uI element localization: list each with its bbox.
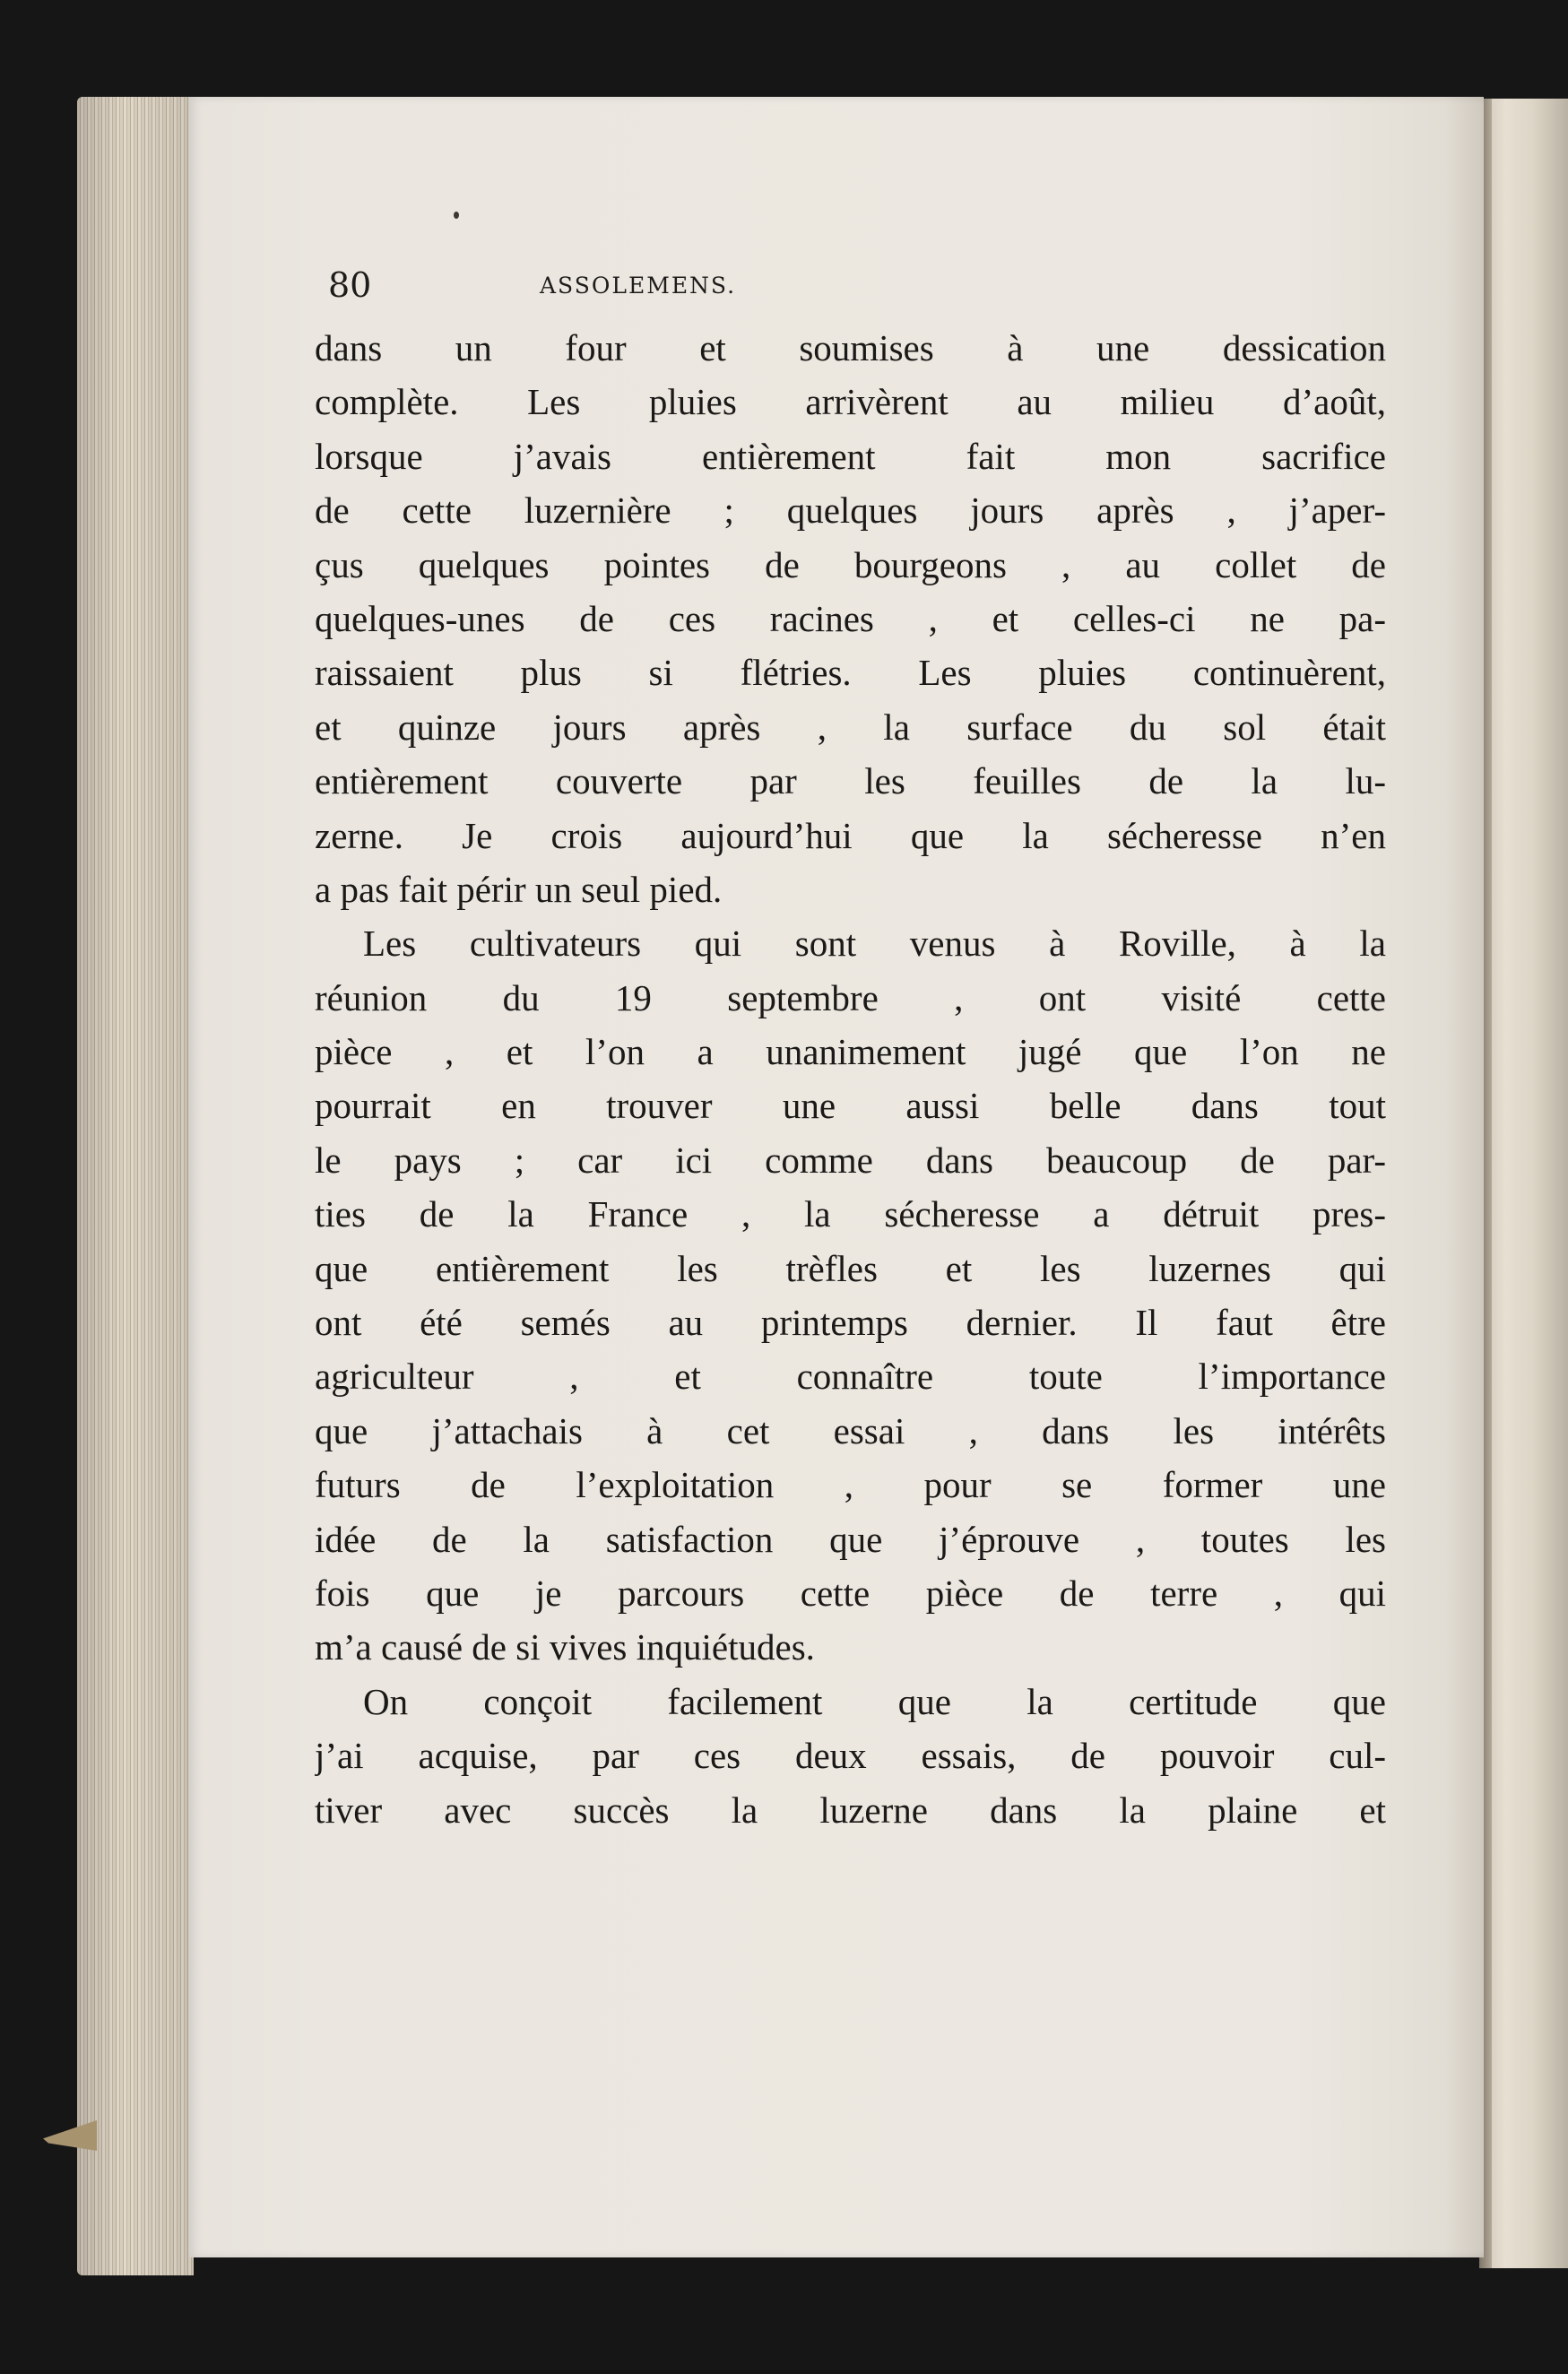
text-line: tiver avec succès la luzerne dans la plaine et	[315, 1789, 1386, 1831]
text-line: m’a causé de si vives inquiétudes.	[315, 1626, 815, 1668]
text-line: çus quelques pointes de bourgeons , au collet de	[315, 543, 1386, 585]
text-line: fois que je parcours cette pièce de terre , qui	[315, 1572, 1386, 1614]
text-line: pourrait en trouver une aussi belle dans tout	[315, 1085, 1386, 1127]
text-line: On conçoit facilement que la certitude que	[363, 1680, 1386, 1722]
next-page-edge	[1479, 99, 1568, 2268]
text-line: agriculteur , et connaître toute l’importance	[315, 1356, 1386, 1398]
text-line: lorsque j’avais entièrement fait mon sacrifice	[315, 435, 1386, 477]
page-body	[315, 321, 1386, 1837]
text-line: pièce , et l’on a unanimement jugé que l’on ne	[315, 1031, 1386, 1073]
text-line: Les cultivateurs qui sont venus à Roville, à la	[363, 923, 1386, 965]
text-line: zerne. Je crois aujourd’hui que la sécheresse n’en	[315, 814, 1386, 856]
text-line: quelques-unes de ces racines , et celles-ci ne pa-	[315, 597, 1386, 639]
text-line: entièrement couverte par les feuilles de la lu-	[315, 760, 1386, 802]
text-line: futurs de l’exploitation , pour se former une	[315, 1464, 1386, 1506]
text-line: raissaient plus si flétries. Les pluies continuèrent,	[315, 652, 1386, 694]
stacked-page-edges	[77, 97, 194, 2275]
page-number: 80	[328, 265, 372, 305]
text-line: le pays ; car ici comme dans beaucoup de par-	[315, 1139, 1386, 1181]
text-line: et quinze jours après , la surface du sol était	[315, 706, 1386, 748]
running-head: ASSOLEMENS.	[540, 273, 737, 299]
text-line: ties de la France , la sécheresse a détruit pres-	[315, 1193, 1386, 1235]
text-line: complète. Les pluies arrivèrent au milieu d’août,	[315, 381, 1386, 423]
text-line: ont été semés au printemps dernier. Il faut être	[315, 1302, 1386, 1344]
text-line: j’ai acquise, par ces deux essais, de pouvoir cul-	[315, 1735, 1386, 1777]
text-line: de cette luzernière ; quelques jours après , j’aper-	[315, 490, 1386, 532]
text-line: dans un four et soumises à une dessication	[315, 327, 1386, 368]
text-line: que entièrement les trèfles et les luzernes qui	[315, 1247, 1386, 1289]
page-speck	[454, 212, 459, 219]
page-header	[328, 265, 1399, 305]
text-line: réunion du 19 septembre , ont visité cette	[315, 976, 1386, 1018]
text-line: a pas fait périr un seul pied.	[315, 868, 723, 910]
bookmark-ribbon	[43, 2120, 97, 2151]
text-line: que j’attachais à cet essai , dans les intérêts	[315, 1409, 1386, 1451]
text-line: idée de la satisfaction que j’éprouve , toutes les	[315, 1518, 1386, 1560]
